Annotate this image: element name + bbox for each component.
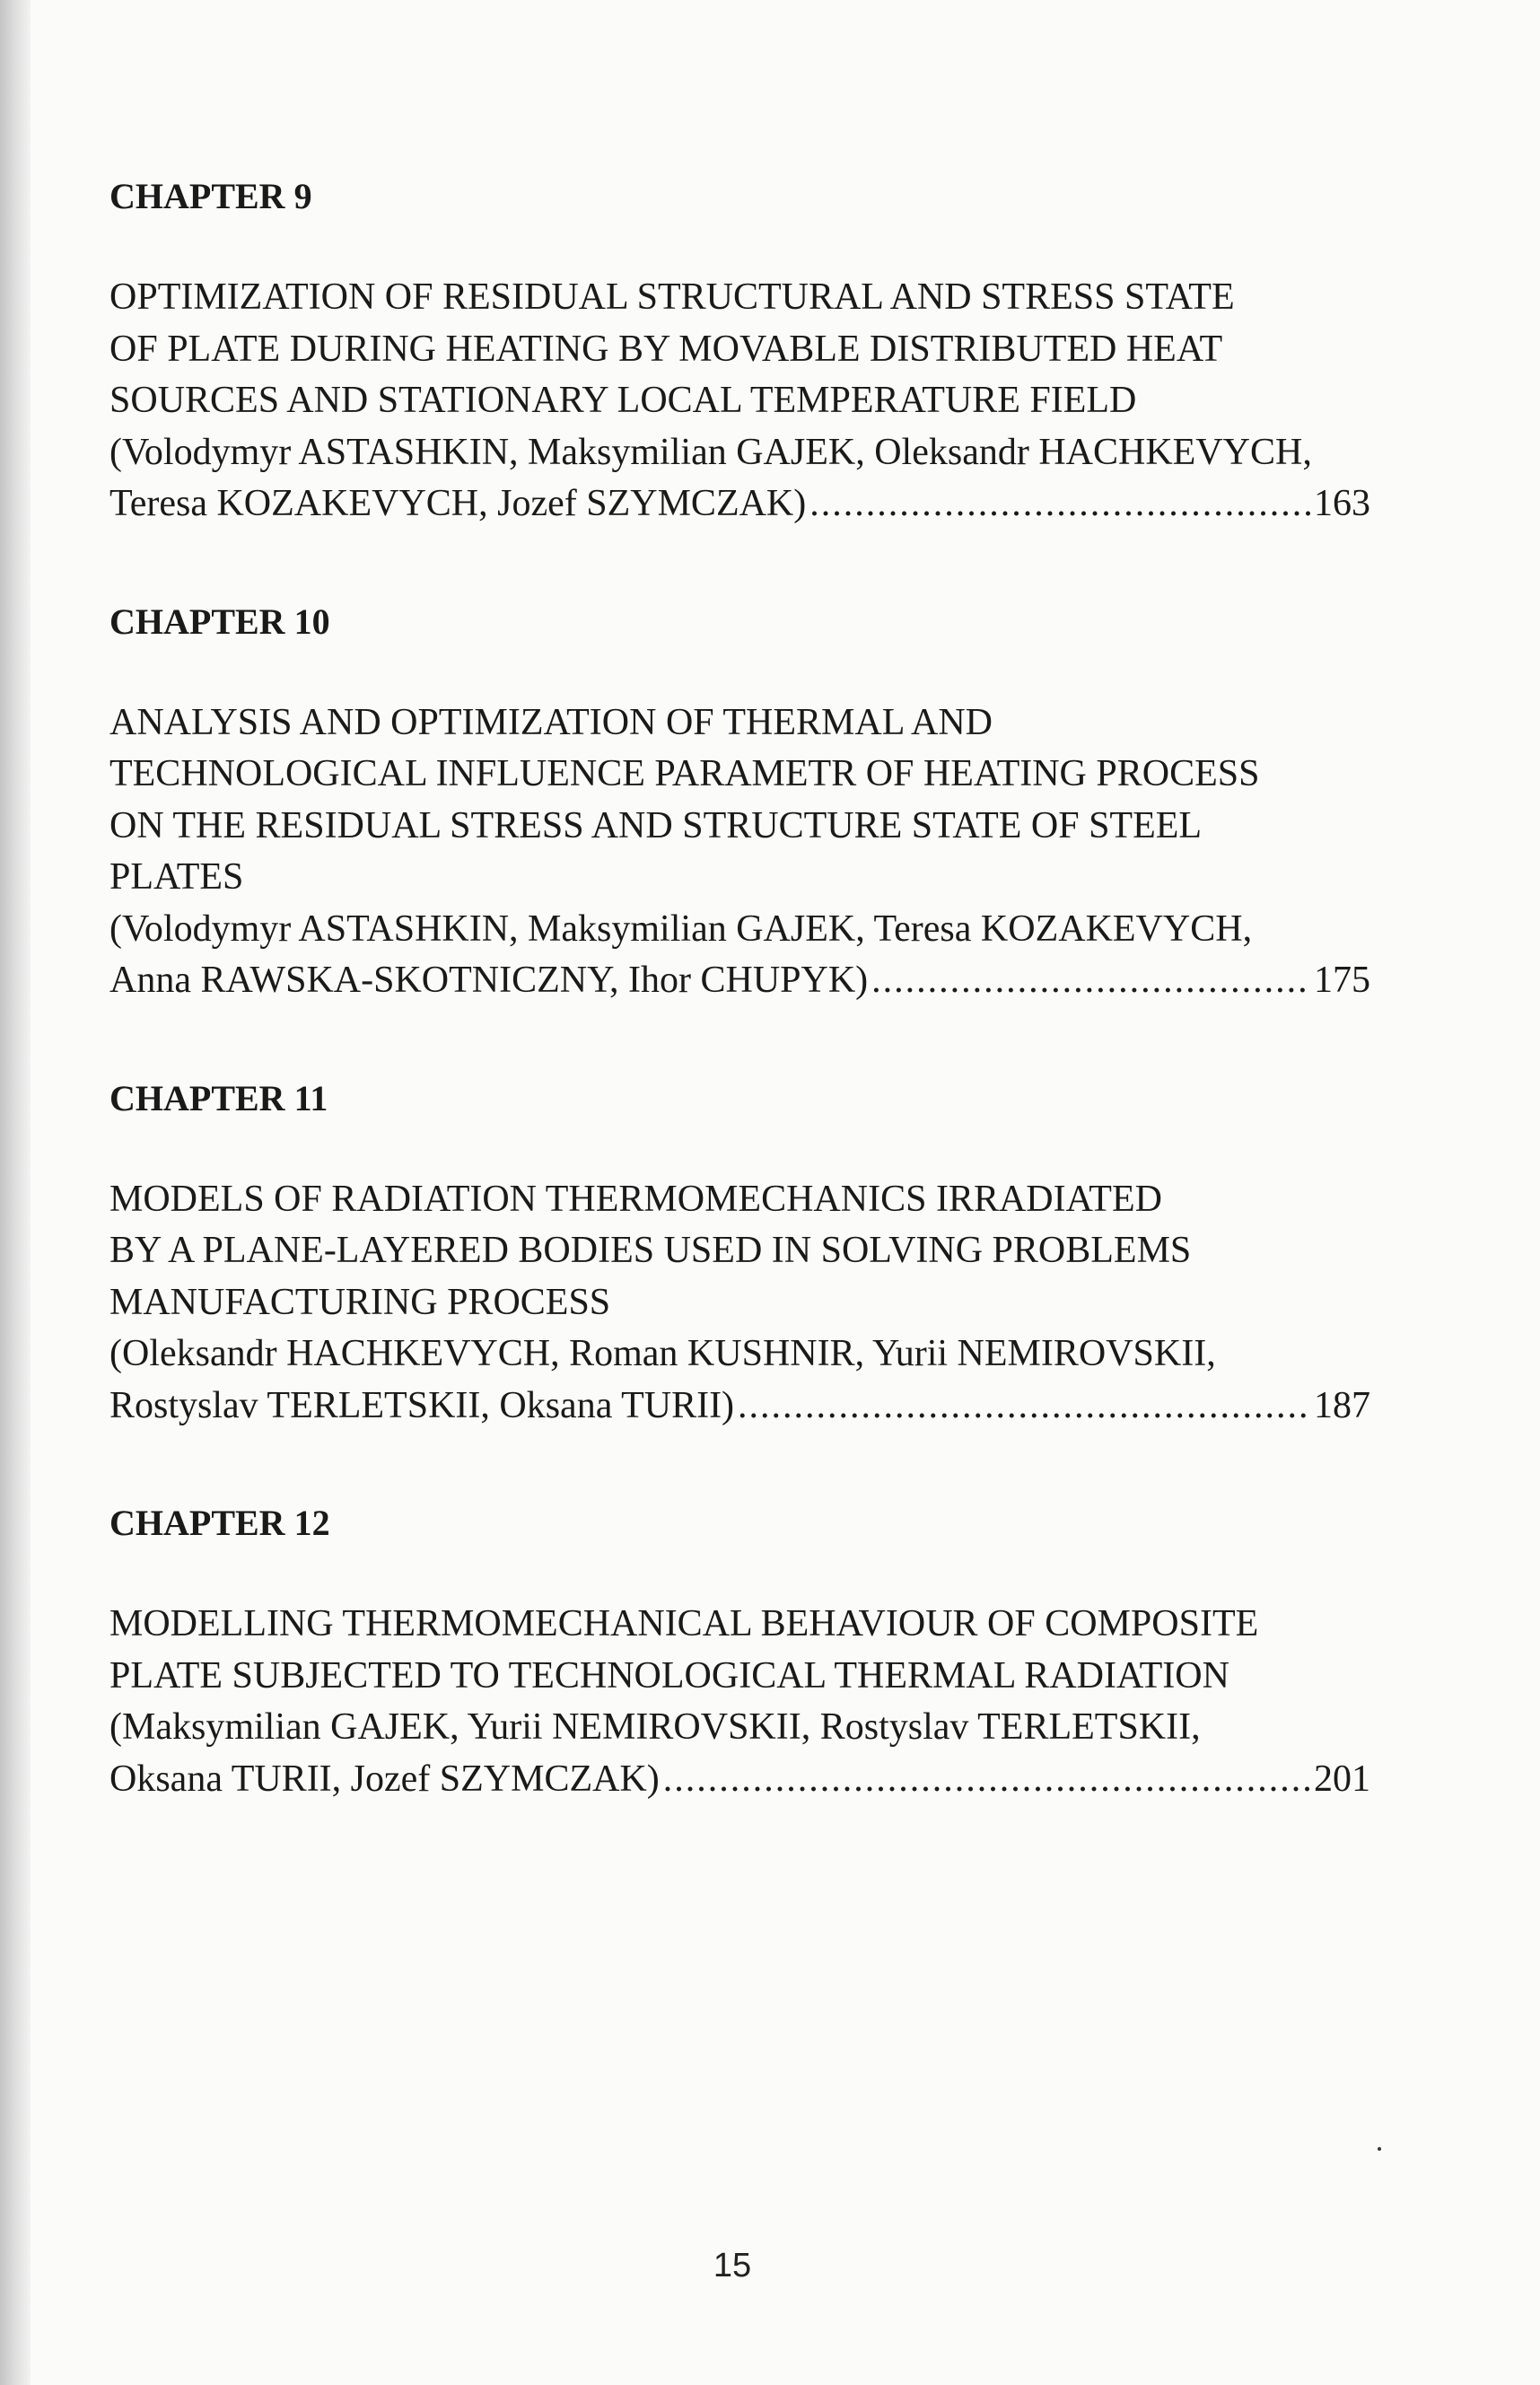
chapter-authors-line: Rostyslav TERLETSKII, Oksana TURII) [109, 1384, 735, 1426]
chapter-heading: CHAPTER 11 [109, 1077, 328, 1118]
chapter-heading: CHAPTER 10 [109, 601, 330, 642]
toc-entry-line [109, 478, 1370, 530]
chapter-heading: CHAPTER 9 [109, 176, 312, 216]
chapter-heading: CHAPTER 12 [109, 1503, 330, 1543]
chapter-title-line: TECHNOLOGICAL INFLUENCE PARAMETR OF HEATING PROCESS [109, 753, 1260, 794]
chapter-title-line: MODELLING THERMOMECHANICAL BEHAVIOUR OF COMPOSITE [109, 1603, 1259, 1644]
chapter-title-line: ANALYSIS AND OPTIMIZATION OF THERMAL AND [109, 701, 993, 743]
chapter-title-line: ON THE RESIDUAL STRESS AND STRUCTURE STATE OF STEEL [109, 804, 1203, 846]
chapter-title-line: BY A PLANE-LAYERED BODIES USED IN SOLVING PROBLEMS [109, 1230, 1192, 1271]
scan-speck [1378, 2147, 1381, 2151]
dot-leader [738, 1381, 1310, 1433]
chapter-title-line: MODELS OF RADIATION THERMOMECHANICS IRRADIATED [109, 1178, 1162, 1220]
chapter-title-line: OPTIMIZATION OF RESIDUAL STRUCTURAL AND STRESS STATE [109, 276, 1235, 318]
page-reference: 187 [1314, 1384, 1370, 1426]
chapter-authors-line: (Volodymyr ASTASHKIN, Maksymilian GAJEK, Oleksandr HACHKEVYCH, [109, 431, 1312, 473]
chapter-authors-line: Oksana TURII, Jozef SZYMCZAK) [109, 1758, 660, 1800]
page-reference: 163 [1314, 483, 1370, 524]
scan-edge-shadow [0, 0, 31, 2385]
chapter-authors-line: Anna RAWSKA-SKOTNICZNY, Ihor CHUPYK) [109, 960, 869, 1001]
toc-entry-line [109, 1754, 1370, 1806]
chapter-authors-line: (Volodymyr ASTASHKIN, Maksymilian GAJEK, Teresa KOZAKEVYCH, [109, 908, 1253, 950]
dot-leader [871, 955, 1310, 1007]
chapter-authors-line: (Maksymilian GAJEK, Yurii NEMIROVSKII, Rostyslav TERLETSKII, [109, 1706, 1201, 1748]
toc-entry-line [109, 955, 1370, 1007]
dot-leader [663, 1754, 1310, 1806]
chapter-entry [109, 601, 1370, 1007]
page-number: 15 [713, 2247, 752, 2284]
chapter-entry [109, 175, 1370, 530]
chapter-authors-line: (Oleksandr HACHKEVYCH, Roman KUSHNIR, Yurii NEMIROVSKII, [109, 1333, 1216, 1374]
dot-leader [809, 478, 1310, 530]
toc-entry-line [109, 1381, 1370, 1433]
page-reference: 175 [1314, 960, 1370, 1001]
page-reference: 201 [1314, 1758, 1370, 1800]
chapter-title-line: PLATE SUBJECTED TO TECHNOLOGICAL THERMAL RADIATION [109, 1654, 1229, 1697]
chapter-authors-line: Teresa KOZAKEVYCH, Jozef SZYMCZAK) [109, 483, 807, 524]
chapter-entry [109, 1502, 1370, 1805]
chapter-title-line: SOURCES AND STATIONARY LOCAL TEMPERATURE FIELD [109, 380, 1137, 421]
chapter-title-line: PLATES [109, 856, 244, 898]
chapter-title-line: OF PLATE DURING HEATING BY MOVABLE DISTRIBUTED HEAT [109, 328, 1223, 370]
chapter-title-line: MANUFACTURING PROCESS [109, 1281, 611, 1323]
chapter-entry [109, 1077, 1370, 1433]
table-of-contents [109, 175, 1370, 1875]
